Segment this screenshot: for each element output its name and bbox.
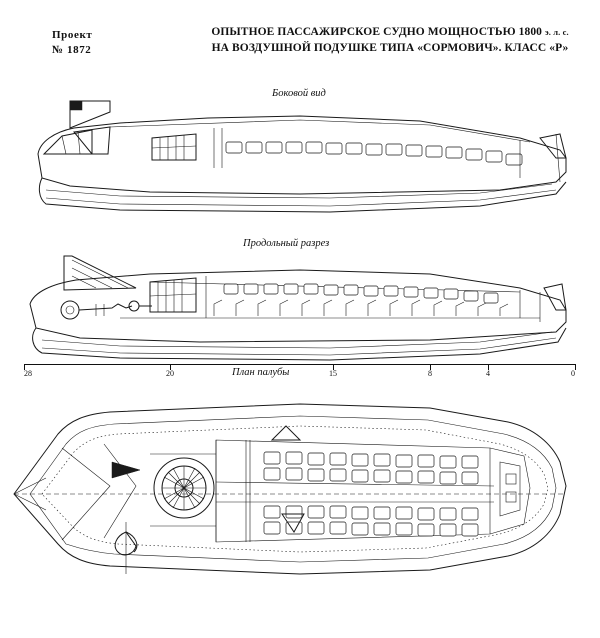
- ruler-label-3: 8: [428, 369, 432, 378]
- caption-longitudinal-section: Продольный разрез: [243, 238, 330, 249]
- title-line-2: НА ВОЗДУШНОЙ ПОДУШКЕ ТИПА «СОРМОВИЧ». КЛАСС «Р»: [211, 42, 569, 54]
- side-view-drawing: [0, 98, 600, 223]
- project-number: № 1872: [52, 44, 92, 56]
- project-number-block: [52, 28, 92, 58]
- deck-plan-drawing: [0, 382, 600, 612]
- ruler-label-0: 28: [24, 369, 32, 378]
- ruler-label-1: 20: [166, 369, 174, 378]
- ruler-label-2: 15: [329, 369, 337, 378]
- title-line-1-text: ОПЫТНОЕ ПАССАЖИРСКОЕ СУДНО МОЩНОСТЬЮ 1800: [211, 26, 543, 38]
- longitudinal-section-drawing: [0, 248, 600, 366]
- caption-side-view: Боковой вид: [272, 88, 326, 99]
- title-line-1-units: э. л. с.: [545, 27, 569, 37]
- caption-deck-plan: План палубы: [232, 367, 290, 378]
- ruler-label-4: 4: [486, 369, 490, 378]
- scale-ruler: [24, 364, 576, 378]
- ruler-bar: [24, 364, 576, 365]
- ruler-label-5: 0: [571, 369, 575, 378]
- sheet-title: [195, 24, 585, 56]
- title-line-1: [195, 24, 585, 40]
- ruler-tick: [575, 364, 576, 370]
- project-label: Проект: [52, 29, 93, 41]
